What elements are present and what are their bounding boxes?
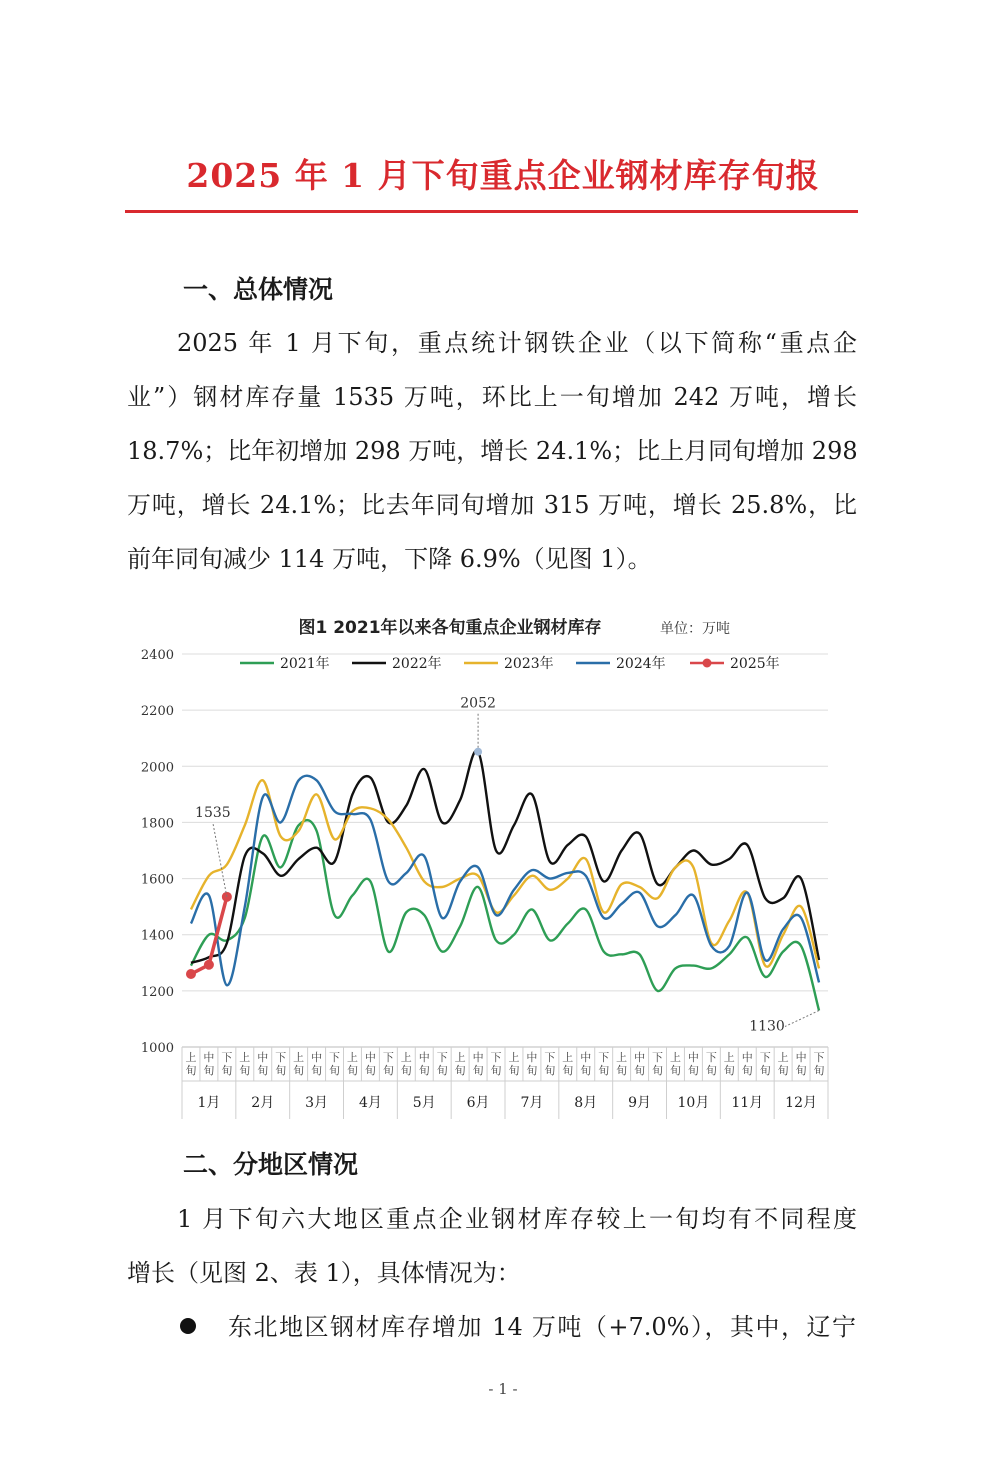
page-number: - 1 - xyxy=(488,1380,518,1398)
y-tick-label: 1800 xyxy=(140,816,174,832)
data-point-2025 xyxy=(186,969,196,979)
x-tick-label: 中 xyxy=(795,1051,807,1064)
annotation-leader xyxy=(213,823,227,897)
x-tick-label: 上 xyxy=(400,1051,412,1064)
x-tick-label: 下 xyxy=(490,1051,502,1064)
x-tick-label: 下 xyxy=(221,1051,233,1064)
x-tick-label: 中 xyxy=(687,1051,699,1064)
x-tick-label: 旬 xyxy=(544,1064,556,1077)
y-tick-label: 2200 xyxy=(140,704,174,720)
paragraph-line: 前年同旬减少 114 万吨，下降 6.9%（见图 1）。 xyxy=(127,545,652,573)
x-tick-label: 旬 xyxy=(777,1064,789,1077)
legend-label: 2023年 xyxy=(504,656,554,672)
x-tick-label: 中 xyxy=(257,1051,269,1064)
x-tick-label: 旬 xyxy=(652,1064,664,1077)
x-tick-label: 旬 xyxy=(418,1064,430,1077)
x-tick-label: 上 xyxy=(669,1051,681,1064)
chart-unit-label: 单位：万吨 xyxy=(660,621,730,637)
chart-svg xyxy=(130,605,850,1125)
series-line-2021年 xyxy=(191,820,819,1010)
x-tick-label: 上 xyxy=(239,1051,251,1064)
month-label: 2月 xyxy=(251,1095,275,1111)
month-label: 12月 xyxy=(785,1095,817,1111)
month-label: 5月 xyxy=(412,1095,436,1111)
x-tick-label: 上 xyxy=(454,1051,466,1064)
y-tick-label: 1400 xyxy=(140,928,174,944)
title-divider xyxy=(125,210,858,213)
annotation-label: 2052 xyxy=(460,695,496,712)
month-label: 10月 xyxy=(677,1095,710,1111)
x-tick-label: 上 xyxy=(293,1051,305,1064)
x-tick-label: 上 xyxy=(723,1051,735,1064)
month-label: 4月 xyxy=(358,1095,382,1111)
x-tick-label: 旬 xyxy=(687,1064,699,1077)
y-tick-label: 1200 xyxy=(140,984,174,1000)
section-heading-regional: 二、分地区情况 xyxy=(183,1150,359,1179)
x-tick-label: 下 xyxy=(759,1051,771,1064)
x-tick-label: 下 xyxy=(544,1051,556,1064)
x-tick-label: 旬 xyxy=(616,1064,628,1077)
x-tick-label: 下 xyxy=(436,1051,448,1064)
paragraph-line: 2025 年 1 月下旬，重点统计钢铁企业（以下简称“重点企 xyxy=(177,329,857,357)
series-line-2024年 xyxy=(191,776,819,986)
month-label: 3月 xyxy=(305,1095,329,1111)
y-tick-label: 1600 xyxy=(140,872,174,888)
month-label: 7月 xyxy=(520,1095,544,1111)
x-tick-label: 中 xyxy=(580,1051,592,1064)
paragraph-line: 1 月下旬六大地区重点企业钢材库存较上一旬均有不同程度 xyxy=(177,1205,857,1233)
x-tick-label: 旬 xyxy=(598,1064,610,1077)
x-tick-label: 下 xyxy=(275,1051,287,1064)
x-tick-label: 旬 xyxy=(705,1064,717,1077)
annotation-leader xyxy=(785,1011,819,1027)
x-tick-label: 旬 xyxy=(436,1064,448,1077)
x-tick-label: 下 xyxy=(652,1051,664,1064)
month-label: 6月 xyxy=(466,1095,490,1111)
document-title: 2025 年 1 月下旬重点企业钢材库存旬报 xyxy=(186,156,820,195)
x-tick-label: 旬 xyxy=(813,1064,825,1077)
x-tick-label: 中 xyxy=(364,1051,376,1064)
x-tick-label: 旬 xyxy=(508,1064,520,1077)
x-tick-label: 中 xyxy=(311,1051,323,1064)
x-tick-label: 旬 xyxy=(759,1064,771,1077)
legend-label: 2024年 xyxy=(616,656,666,672)
y-tick-label: 2000 xyxy=(140,760,174,776)
x-tick-label: 旬 xyxy=(382,1064,394,1077)
x-tick-label: 中 xyxy=(526,1051,538,1064)
x-tick-label: 下 xyxy=(598,1051,610,1064)
x-tick-label: 中 xyxy=(634,1051,646,1064)
x-tick-label: 旬 xyxy=(490,1064,502,1077)
x-tick-label: 上 xyxy=(346,1051,358,1064)
x-tick-label: 下 xyxy=(705,1051,717,1064)
x-tick-label: 旬 xyxy=(580,1064,592,1077)
legend-label: 2022年 xyxy=(392,656,442,672)
x-tick-label: 中 xyxy=(203,1051,215,1064)
x-tick-label: 中 xyxy=(418,1051,430,1064)
y-tick-label: 2400 xyxy=(140,648,174,663)
section2-paragraph xyxy=(127,1192,857,1300)
x-tick-label: 旬 xyxy=(400,1064,412,1077)
x-tick-label: 旬 xyxy=(293,1064,305,1077)
x-tick-label: 旬 xyxy=(741,1064,753,1077)
inventory-line-chart xyxy=(130,605,850,1125)
month-label: 8月 xyxy=(574,1095,598,1111)
x-tick-label: 上 xyxy=(562,1051,574,1064)
x-tick-label: 上 xyxy=(616,1051,628,1064)
x-tick-label: 中 xyxy=(741,1051,753,1064)
x-tick-label: 下 xyxy=(329,1051,341,1064)
x-tick-label: 旬 xyxy=(562,1064,574,1077)
data-point-2025 xyxy=(204,960,214,970)
month-label: 9月 xyxy=(628,1095,652,1111)
x-tick-label: 旬 xyxy=(185,1064,197,1077)
legend-label: 2025年 xyxy=(730,656,780,672)
x-tick-label: 旬 xyxy=(221,1064,233,1077)
x-tick-label: 上 xyxy=(508,1051,520,1064)
x-tick-label: 旬 xyxy=(203,1064,215,1077)
legend-marker xyxy=(703,659,712,668)
x-tick-label: 旬 xyxy=(472,1064,484,1077)
paragraph-line: 万吨，增长 24.1%；比去年同旬增加 315 万吨，增长 25.8%，比 xyxy=(127,491,857,519)
x-tick-label: 下 xyxy=(813,1051,825,1064)
x-tick-label: 旬 xyxy=(239,1064,251,1077)
x-tick-label: 旬 xyxy=(634,1064,646,1077)
month-label: 11月 xyxy=(731,1095,764,1111)
annotation-marker xyxy=(474,748,482,756)
x-tick-label: 旬 xyxy=(275,1064,287,1077)
x-tick-label: 旬 xyxy=(795,1064,807,1077)
bullet-paragraph xyxy=(228,1300,856,1354)
bullet-icon xyxy=(180,1318,196,1334)
annotation-label: 1130 xyxy=(749,1018,785,1035)
paragraph-line: 18.7%；比年初增加 298 万吨，增长 24.1%；比上月同旬增加 298 xyxy=(127,437,858,465)
legend-label: 2021年 xyxy=(280,656,330,672)
y-tick-label: 1000 xyxy=(140,1041,174,1056)
bullet-text: 东北地区钢材库存增加 14 万吨（+7.0%），其中，辽宁 xyxy=(228,1313,856,1341)
x-tick-label: 旬 xyxy=(454,1064,466,1077)
x-tick-label: 旬 xyxy=(669,1064,681,1077)
x-tick-label: 旬 xyxy=(346,1064,358,1077)
x-tick-label: 旬 xyxy=(526,1064,538,1077)
x-tick-label: 旬 xyxy=(257,1064,269,1077)
x-tick-label: 旬 xyxy=(723,1064,735,1077)
x-tick-label: 旬 xyxy=(311,1064,323,1077)
section1-paragraph xyxy=(127,316,857,586)
chart-title: 图1 2021年以来各旬重点企业钢材库存 xyxy=(298,618,602,638)
x-tick-label: 上 xyxy=(185,1051,197,1064)
paragraph-line: 业”）钢材库存量 1535 万吨，环比上一旬增加 242 万吨，增长 xyxy=(127,383,857,411)
paragraph-line: 增长（见图 2、表 1），具体情况为： xyxy=(127,1259,521,1287)
x-tick-label: 旬 xyxy=(329,1064,341,1077)
x-tick-label: 上 xyxy=(777,1051,789,1064)
x-tick-label: 旬 xyxy=(364,1064,376,1077)
x-tick-label: 中 xyxy=(472,1051,484,1064)
x-tick-label: 下 xyxy=(382,1051,394,1064)
month-label: 1月 xyxy=(197,1095,221,1111)
annotation-label: 1535 xyxy=(195,804,231,821)
section-heading-overall: 一、总体情况 xyxy=(183,275,334,304)
